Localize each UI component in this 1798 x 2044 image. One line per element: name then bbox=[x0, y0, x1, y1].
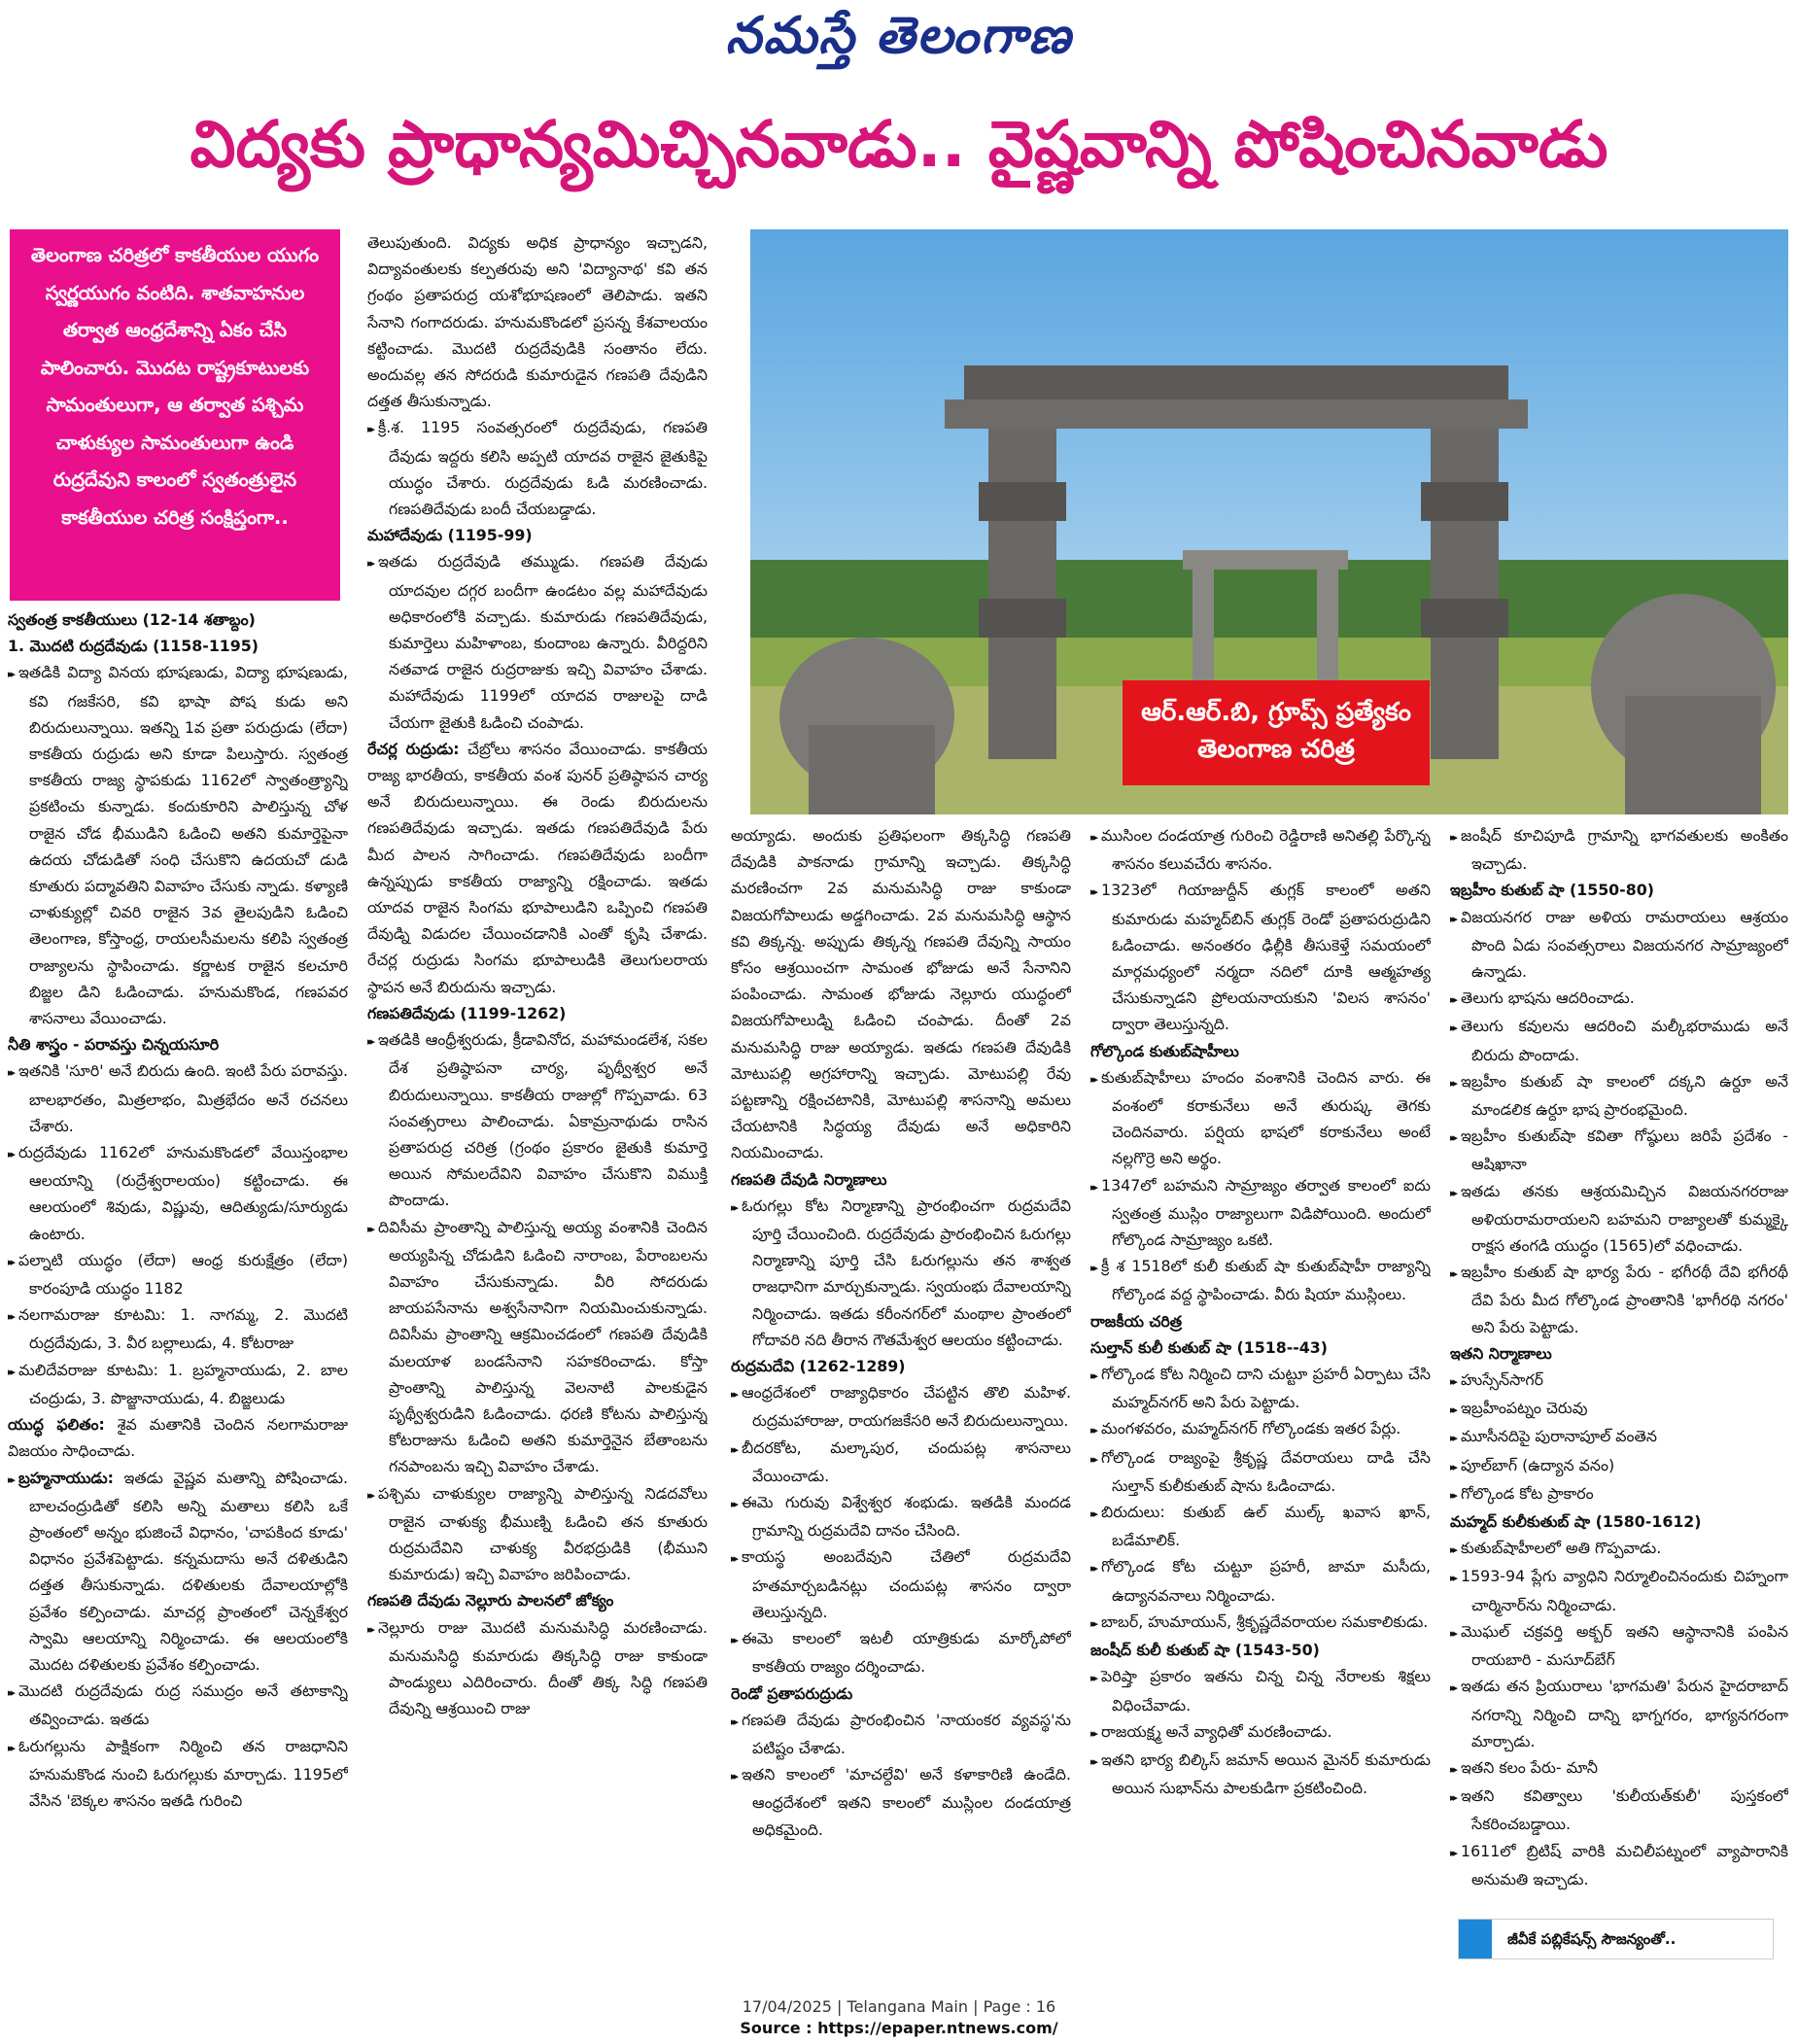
bullet-paragraph: ▸▸ బిరుదులు: కుతుబ్ ఉల్ ముల్క్ ఖవాస ఖాన్, బడేమాలిక్. bbox=[1090, 1499, 1431, 1553]
bullet-paragraph: ▸▸ ఇబ్రహీం కుతుబ్ షా కాలంలో దక్కని ఉర్దూ అనే మాండలిక ఉర్దూ భాష ప్రారంభమైంది. bbox=[1450, 1068, 1788, 1123]
bullet-paragraph: ▸▸ ఇతడు రుద్రదేవుడి తమ్ముడు. గణపతి దేవుడు యాదవుల దగ్గర బందీగా ఉండటం వల్ల మహాదేవుడు అధికారంలోకి వచ్చాడు. కుమారుడు గణపతిదేవుడు, కుమార్తెలు మహిళాంబ, కుందాంబ ఉన్నారు. వీరిద్దరిని నతవాడ రాజైన రుద్రరాజుకు ఇచ్చి వివాహం చేశాడు. మహాదేవుడు 1199లో యాదవ రాజులపై దాడి చేయగా జైతుకి ఓడించి చంపాడు. bbox=[367, 548, 708, 735]
bullet-paragraph: ▸▸ ఈమె కాలంలో ఇటలీ యాత్రికుడు మార్కోపోలో కాకతీయ రాజ్యం దర్శించాడు. bbox=[731, 1625, 1071, 1680]
column-4 bbox=[1090, 822, 1431, 1969]
column-3 bbox=[731, 822, 1071, 1969]
section-heading: రుద్రమదేవి (1262-1289) bbox=[731, 1357, 906, 1376]
inline-label: రేచర్ల రుద్రుడు: bbox=[367, 739, 460, 758]
bullet-paragraph: ▸▸ ఇతని కాలంలో 'మాచల్దేవి' అనే కళాకారిణి ఉండేది. ఆంధ్రదేశంలో ఇతని కాలంలో ముస్లింల దండయాత్ర అధికమైంది. bbox=[731, 1761, 1071, 1843]
bullet-paragraph: ▸▸ 1593-94 ప్లేగు వ్యాధిని నిర్మూలించినందుకు చిహ్నంగా చార్మినార్‌ను నిర్మించాడు. bbox=[1450, 1563, 1788, 1617]
section-heading: గోల్కొండ కుతుబ్‌షాహీలు bbox=[1090, 1041, 1239, 1060]
bullet-paragraph: ▸▸ క్రీ.శ. 1195 సంవత్సరంలో రుద్రదేవుడు, గణపతి దేవుడు ఇద్దరు కలిసి అప్పటి యాదవ రాజైన జైతుకిపై యుద్ధం చేశారు. రుద్రదేవుడు ఓడి మరణించాడు. గణపతిదేవుడు బందీ చేయబడ్డాడు. bbox=[367, 414, 708, 522]
footer-date-page: 17/04/2025 | Telangana Main | Page : 16 bbox=[742, 1997, 1056, 2016]
section-heading: రెండో ప్రతాపరుద్రుడు bbox=[731, 1683, 853, 1703]
section-heading: గణపతిదేవుడు (1199-1262) bbox=[367, 1003, 567, 1022]
intro-box bbox=[10, 229, 340, 601]
paragraph: తెలుపుతుంది. విద్యకు అధిక ప్రాధాన్యం ఇచ్చాడని, విద్యావంతులకు కల్పతరువు అని 'విద్యానాథ' కవి తన గ్రంథం ప్రతాపరుద్ర యశోభూషణంలో తెలిపాడు. ఇతని సేనాని గంగాదరుడు. హనుమకొండలో ప్రసన్న కేశవాలయం కట్టించాడు. మొదటి రుద్రదేవుడికి సంతానం లేదు. అందువల్ల తన సోదరుడి కుమారుడైన గణపతి దేవుడిని దత్తత తీసుకున్నాడు. bbox=[367, 233, 708, 411]
bullet-paragraph: ▸▸ పల్నాటి యుద్ధం (లేదా) ఆంధ్ర కురుక్షేత్రం (లేదా) కారంపూడి యుద్ధం 1182 bbox=[8, 1247, 348, 1301]
bullet-paragraph: ▸▸ ఓరుగల్లును పాక్షికంగా నిర్మించి తన రాజధానిని హనుమకొండ నుంచి ఓరుగల్లుకు మార్చాడు. 1195లో వేసిన 'బెక్కల శాసనం ఇతడి గురించి bbox=[8, 1733, 348, 1815]
bullet-paragraph: ▸▸ బాబర్, హుమాయున్, శ్రీకృష్ణదేవరాయల సమకాలికుడు. bbox=[1090, 1609, 1431, 1637]
bullet-paragraph: ▸▸ దివిసీమ ప్రాంతాన్ని పాలిస్తున్న అయ్య వంశానికి చెందిన అయ్యపిన్న చోడుడిని ఓడించి నారాంబ, పేరాంబలను వివాహం చేసుకున్నాడు. వీరి సోదరుడు జాయపసేనాను అశ్వసేనానిగా నియమించుకున్నాడు. దివిసీమ ప్రాంతాన్ని ఆక్రమించడంలో గణపతి దేవుడికి మలయాళ బండసేనాని సహకరించాడు. కోస్తా ప్రాంతాన్ని పాలిస్తున్న వెలనాటి పాలకుడైన పృథ్వీశ్వరుడిని ఓడించాడు. ధరణి కోటను పాలిస్తున్న కోటరాజును ఓడించి అతని కుమార్తెనైన బేతాంబను గనపాంబను ఇచ్చి వివాహం చేశాడు. bbox=[367, 1214, 708, 1480]
section-heading: గణపతి దేవుడి నిర్మాణాలు bbox=[731, 1169, 887, 1189]
bullet-paragraph: ▸▸ విజయనగర రాజు అళియ రామరాయలు ఆశ్రయం పొంది ఏడు సంవత్సరాలు విజయనగర సామ్రాజ్యంలో ఉన్నాడు. bbox=[1450, 904, 1788, 986]
bullet-paragraph: ▸▸ ఇతని కవిత్వాలు 'కులీయత్‌కులీ' పుస్తకంలో సేకరించబడ్డాయి. bbox=[1450, 1783, 1788, 1837]
bullet-paragraph: ▸▸ హుస్సేన్‌సాగర్ bbox=[1450, 1367, 1788, 1395]
section-heading: జంషీద్ కులీ కుతుబ్ షా (1543-50) bbox=[1090, 1641, 1320, 1660]
section-heading: మహ్మద్ కులీకుతుబ్ షా (1580-1612) bbox=[1450, 1512, 1702, 1532]
bullet-paragraph: ▸▸ గోల్కొండ రాజ్యంపై శ్రీకృష్ణ దేవరాయలు దాడి చేసి సుల్తాన్ కులీకుతుబ్ షాను ఓడించాడు. bbox=[1090, 1444, 1431, 1499]
bullet-paragraph: ▸▸ ఇతని కలం పేరు- మానీ bbox=[1450, 1754, 1788, 1783]
credit-strip bbox=[1458, 1919, 1774, 1959]
bullet-paragraph: ▸▸ ఇతని భార్య బిల్కిస్ జమాన్ అయిన మైనర్ కుమారుడు అయిన సుభాన్‌ను పాలకుడిగా ప్రకటించింది. bbox=[1090, 1747, 1431, 1801]
section-heading: నీతి శాస్త్రం - పరావస్తు చిన్నయసూరి bbox=[8, 1035, 220, 1055]
rrb-groups-banner bbox=[1123, 680, 1430, 785]
masthead: నమస్తే తెలంగాణ bbox=[725, 6, 1073, 65]
bullet-paragraph: ▸▸ కాయస్థ అంబదేవుని చేతిలో రుద్రమదేవి హతమార్చబడినట్లు చందుపట్ల శాసనం ద్వారా తెలుస్తున్నది. bbox=[731, 1543, 1071, 1625]
bullet-paragraph: ▸▸ మలిదేవరాజు కూటమి: 1. బ్రహ్మనాయుడు, 2. బాల చంద్రుడు, 3. పొజ్జానాయుడు, 4. బిజ్జలుడు bbox=[8, 1357, 348, 1411]
inline-label: బ్రహ్మనాయుడు: bbox=[18, 1468, 114, 1487]
bullet-paragraph: ▸▸ ఇతనికి 'సూరి' అనే బిరుదు ఉంది. ఇంటి పేరు పరావస్తు. బాలభారతం, మిత్రలాభం, మిత్రభేదం అనే రచనలు చేశారు. bbox=[8, 1057, 348, 1139]
column-1 bbox=[8, 606, 348, 1969]
section-heading: స్వతంత్ర కాకతీయులు (12-14 శతాబ్దం) bbox=[8, 610, 256, 629]
page-footer bbox=[0, 1996, 1798, 2039]
bullet-paragraph: ▸▸ పూల్‌బాగ్ (ఉద్యాన వనం) bbox=[1450, 1452, 1788, 1480]
bullet-paragraph: ▸▸ 1347లో బహమని సామ్రాజ్యం తర్వాత కాలంలో ఐదు స్వతంత్ర ముస్లిం రాజ్యాలుగా విడిపోయింది. అందులో గోల్కొండ సామ్రాజ్యం ఒకటి. bbox=[1090, 1172, 1431, 1254]
bullet-paragraph: ▸▸ ఓరుగల్లు కోట నిర్మాణాన్ని ప్రారంభించగా రుద్రమదేవి పూర్తి చేయించింది. రుద్రదేవుడు ప్రారంభించిన ఓరుగల్లు నిర్మాణాన్ని పూర్తి చేసి ఓరుగల్లును తన శాశ్వత రాజధానిగా మార్చుకున్నాడు. స్వయంభు దేవాలయాన్ని నిర్మించాడు. ఇతడు కరీంనగర్‌లో మంథాల ప్రాంతంలో గోదావరి నది తీరాన గౌతమేశ్వర ఆలయం కట్టించాడు. bbox=[731, 1193, 1071, 1353]
banner-line-1: ఆర్.ఆర్.బి, గ్రూప్స్ ప్రత్యేకం bbox=[1141, 698, 1411, 727]
paragraph: యుద్ధ ఫలితం: శైవ మతానికి చెందిన నలగామరాజు విజయం సాధించాడు. bbox=[8, 1415, 348, 1461]
footer-source: Source : https://epaper.ntnews.com/ bbox=[740, 2019, 1058, 2037]
intro-text: తెలంగాణ చరిత్రలో కాకతీయుల యుగం స్వర్ణయుగం వంటిది. శాతవాహనుల తర్వాత ఆంధ్రదేశాన్ని ఏకం చేసి పాలించారు. మొదట రాష్ట్రకూటులకు సామంతులుగా, ఆ తర్వాత పశ్చిమ చాళుక్యుల సామంతులుగా ఉండి రుద్రదేవుని కాలంలో స్వతంత్రులైన కాకతీయుల చరిత్ర సంక్షిప్తంగా.. bbox=[30, 244, 320, 529]
section-heading: మహాదేవుడు (1195-99) bbox=[367, 526, 533, 545]
bullet-paragraph: ▸▸ 1611లో బ్రిటిష్ వారికి మచిలీపట్నంలో వ్యాపారానికి అనుమతి ఇచ్చాడు. bbox=[1450, 1838, 1788, 1892]
bullet-paragraph: ▸▸ జంషీద్ కూచిపూడి గ్రామాన్ని భాగవతులకు అంకితం ఇచ్చాడు. bbox=[1450, 822, 1788, 877]
column-2 bbox=[367, 229, 708, 1969]
credit-text: జీవీకే పబ్లికేషన్స్ సౌజన్యంతో.. bbox=[1507, 1930, 1677, 1948]
bullet-paragraph: ▸▸ కుతుబ్‌షాహీలలో అతి గొప్పవాడు. bbox=[1450, 1535, 1788, 1563]
bullet-paragraph: ▸▸ కుతుబ్‌షాహీలు హందం వంశానికి చెందిన వారు. ఈ వంశంలో కరాకునేలు అనే తురుష్క తెగకు చెందినవారు. పర్షియ భాషలో కరాకునేలు అంటే నల్లగొర్రె అని అర్థం. bbox=[1090, 1064, 1431, 1172]
banner-line-2: తెలంగాణ చరిత్ర bbox=[1197, 735, 1355, 764]
section-heading: 1. మొదటి రుద్రదేవుడు (1158-1195) bbox=[8, 637, 259, 656]
section-heading: ఇతని నిర్మాణాలు bbox=[1450, 1343, 1552, 1363]
section-heading: ఇబ్రహీం కుతుబ్ షా (1550-80) bbox=[1450, 881, 1654, 900]
bullet-paragraph: ▸▸ ఇబ్రహీం కుతుబ్ షా భార్య పేరు - భగీరథీ దేవి భగీరథీ దేవి పేరు మీద గోల్కొండ ప్రాంతానికి 'భాగీరథి నగరం' అని పేరు పెట్టాడు. bbox=[1450, 1259, 1788, 1340]
section-heading: గణపతి దేవుడు నెల్లూరు పాలనలో జోక్యం bbox=[367, 1591, 614, 1611]
bullet-paragraph: ▸▸ తెలుగు కవులను ఆదరించి మల్కీభరాముడు అనే బిరుదు పొందాడు. bbox=[1450, 1013, 1788, 1067]
bullet-paragraph: ▸▸ బీదరకోట, మల్కాపుర, చందుపట్ల శాసనాలు వేయించాడు. bbox=[731, 1435, 1071, 1489]
bullet-paragraph: ▸▸ బ్రహ్మనాయుడు: ఇతడు వైష్ణవ మతాన్ని పోషించాడు. బాలచంద్రుడితో కలిసి అన్ని మతాలు కలిసి ఒకే ప్రాంతంలో అన్నం భుజించే విధానం, 'చాపకింద కూడు' విధానం ప్రవేశపెట్టాడు. కన్నమదాసు అనే దళితుడిని దత్తత తీసుకున్నాడు. దళితులకు దేవాలయాల్లోకి ప్రవేశం కల్పించాడు. మాచర్ల ప్రాంతంలో చెన్నకేశ్వర స్వామి ఆలయాన్ని నిర్మించాడు. ఈ ఆలయంలోకి మొదట దళితులకు ప్రవేశం కల్పించాడు. bbox=[8, 1465, 348, 1679]
paragraph: అయ్యాడు. అందుకు ప్రతిఫలంగా తిక్కసిద్ధి గణపతి దేవుడికి పాకనాడు గ్రామాన్ని ఇచ్చాడు. తిక్కసిద్ధి మరణించగా 2వ మనుమసిద్ధి రాజు కాకుండా విజయగోపాలుడు అడ్డగించాడు. 2వ మనుమసిద్ధి ఆస్థాన కవి తిక్కన్న. అప్పుడు తిక్కన్న గణపతి దేవున్ని సాయం కోసం ఆశ్రయించగా సామంత భోజుడు అనే సేనానిని పంపించాడు. సామంత భోజుడు నెల్లూరు యుద్ధంలో విజయగోపాలుడ్ని ఓడించి చంపాడు. దీంతో 2వ మనుమసిద్ధి రాజు అయ్యాడు. ఇతడు గణపతి దేవుడికి మోటుపల్లి అగ్రహారాన్ని ఇచ్చాడు. మోటుపల్లి రేవు పట్టణాన్ని రక్షించటానికి, మోటుపల్లి శాసనాన్ని అమలు చేయటానికి సిద్ధయ్య దేవుడు అనే అధికారిని నియమించాడు. bbox=[731, 826, 1071, 1162]
bullet-paragraph: ▸▸ ఇతడు తన ప్రియురాలు 'భాగమతి' పేరున హైదరాబాద్ నగరాన్ని నిర్మించి దాన్ని భాగ్నగరం, భాగ్యనగరంగా మార్చాడు. bbox=[1450, 1673, 1788, 1754]
bullet-paragraph: ▸▸ పశ్చిమ చాళుక్యుల రాజ్యాన్ని పాలిస్తున్న నిడదవోలు రాజైన చాళుక్య భీముణ్ని ఓడించి తన కూతురు రుద్రమదేవిని చాళుక్య వీరభద్రుడికి (భీముని కుమారుడు) ఇచ్చి వివాహం జరిపించాడు. bbox=[367, 1480, 708, 1588]
bullet-paragraph: ▸▸ రాజయక్ష్మ అనే వ్యాధితో మరణించాడు. bbox=[1090, 1718, 1431, 1747]
bullet-paragraph: ▸▸ మూసీనదిపై పురానాపూల్ వంతెన bbox=[1450, 1423, 1788, 1451]
bullet-paragraph: ▸▸ మంగళవరం, మహ్మద్‌నగర్ గోల్కొండకు ఇతర పేర్లు. bbox=[1090, 1415, 1431, 1443]
bullet-paragraph: ▸▸ 1323లో గియాజుద్దీన్ తుగ్లక్ కాలంలో అతని కుమారుడు మహ్మద్‌బిన్ తుగ్లక్ రెండో ప్రతాపరుద్రుడిని ఓడించాడు. అనంతరం ఢిల్లీకి తీసుకెళ్తే సమయంలో మార్గమధ్యంలో నర్మదా నదిలో దూకి ఆత్మహత్య చేసుకున్నాడని ప్రోలయనాయకుని 'విలస శాసనం' ద్వారా తెలుస్తున్నది. bbox=[1090, 877, 1431, 1037]
bullet-paragraph: ▸▸ ఇబ్రహీంపట్నం చెరువు bbox=[1450, 1395, 1788, 1423]
bullet-paragraph: ▸▸ ఆంధ్రదేశంలో రాజ్యాధికారం చేపట్టిన తొలి మహిళ. రుద్రమహారాజు, రాయగజకేసరి అనే బిరుదులున్నాయి. bbox=[731, 1379, 1071, 1434]
bullet-paragraph: ▸▸ గణపతి దేవుడు ప్రారంభించిన 'నాయంకర వ్యవస్థ'ను పటిష్టం చేశాడు. bbox=[731, 1707, 1071, 1761]
bullet-paragraph: ▸▸ గోల్కొండ కోట నిర్మించి దాని చుట్టూ ప్రహరీ ఏర్పాటు చేసి మహ్మద్‌నగర్ అని పేరు పెట్టాడు. bbox=[1090, 1361, 1431, 1415]
bullet-paragraph: ▸▸ క్రీ శ 1518లో కులీ కుతుబ్ షా కుతుబ్‌షాహీ రాజ్యాన్ని గోల్కొండ వద్ద స్థాపించాడు. వీరు షియా ముస్లింలు. bbox=[1090, 1253, 1431, 1307]
column-5 bbox=[1450, 822, 1788, 1911]
bullet-paragraph: ▸▸ ఇబ్రహీం కుతుబ్‌షా కవితా గోష్ఠులు జరిపే ప్రదేశం - ఆషిఖానా bbox=[1450, 1123, 1788, 1177]
bullet-paragraph: ▸▸ నలగామరాజు కూటమి: 1. నాగమ్మ, 2. మొదటి రుద్రదేవుడు, 3. వీర బల్లాలుడు, 4. కోటరాజు bbox=[8, 1301, 348, 1356]
bullet-paragraph: ▸▸ రుద్రదేవుడు 1162లో హనుమకొండలో వేయిస్తంభాల ఆలయాన్ని (రుద్రేశ్వరాలయం) కట్టించాడు. ఈ ఆలయంలో శివుడు, విష్ణువు, ఆదిత్యుడు/సూర్యుడు ఉంటారు. bbox=[8, 1139, 348, 1247]
bullet-paragraph: ▸▸ గోల్కొండ కోట చుట్టూ ప్రహరీ, జామా మసీదు, ఉద్యానవనాలు నిర్మించాడు. bbox=[1090, 1553, 1431, 1608]
bullet-paragraph: ▸▸ ముసింల దండయాత్ర గురించి రెడ్డిరాణి అనితల్లి పేర్కొన్న శాసనం కలువచేరు శాసనం. bbox=[1090, 822, 1431, 877]
inline-label: యుద్ధ ఫలితం: bbox=[8, 1415, 105, 1435]
headline: విద్యకు ప్రాధాన్యమిచ్చినవాడు.. వైష్ణవాన్ని పోషించినవాడు bbox=[190, 107, 1608, 182]
bullet-paragraph: ▸▸ మొదటి రుద్రదేవుడు రుద్ర సముద్రం అనే తటాకాన్ని తవ్వించాడు. ఇతడు bbox=[8, 1678, 348, 1732]
bullet-paragraph: ▸▸ తెలుగు భాషను ఆదరించాడు. bbox=[1450, 985, 1788, 1013]
bullet-paragraph: ▸▸ ఇతడికి ఆంధ్రీశ్వరుడు, క్రీడావినోద, మహామండలేశ, సకల దేశ ప్రతిష్ఠాపనా చార్య, పృథ్వీశ్వర అనే బిరుదులున్నాయి. కాకతీయ రాజుల్లో గొప్పవాడు. 63 సంవత్సరాలు పాలించాడు. ఏకామ్రనాథుడు రాసిన ప్రతాపరుద్ర చరిత్ర (గ్రంథం ప్రకారం జైతుకి కుమార్తె అయిన సోమలదేవిని వివాహం చేసుకొని విముక్తి పొందాడు. bbox=[367, 1026, 708, 1213]
bullet-paragraph: ▸▸ ఇతడు తనకు ఆశ్రయమిచ్చిన విజయనగరరాజు అళియరామరాయలని బహమని రాజ్యాలతో కుమ్మక్కై రాక్షస తంగడి యుద్ధం (1565)లో వధించాడు. bbox=[1450, 1178, 1788, 1260]
bullet-paragraph: ▸▸ ఈమె గురువు విశ్వేశ్వర శంభుడు. ఇతడికి మందడ గ్రామాన్ని రుద్రమదేవి దానం చేసింది. bbox=[731, 1489, 1071, 1543]
bullet-paragraph: ▸▸ పెరిష్తా ప్రకారం ఇతను చిన్న చిన్న నేరాలకు శిక్షలు విధించేవాడు. bbox=[1090, 1663, 1431, 1717]
bullet-paragraph: ▸▸ మొఘల్ చక్రవర్తి అక్బర్ ఇతని ఆస్థానానికి పంపిన రాయబారి - మసూద్‌బేగ్ bbox=[1450, 1618, 1788, 1673]
section-heading: రాజకీయ చరిత్ర bbox=[1090, 1311, 1183, 1331]
bullet-paragraph: ▸▸ గోల్కొండ కోట ప్రాకారం bbox=[1450, 1480, 1788, 1508]
paragraph: రేచర్ల రుద్రుడు: చేబ్రోలు శాసనం వేయించాడు. కాకతీయ రాజ్య భారతీయ, కాకతీయ వంశ పునర్ ప్రతిష్ఠాపన చార్య అనే బిరుదులున్నాయి. ఈ రెండు బిరుదులను గణపతిదేవుడు ఇచ్చాడు. ఇతడు గణపతిదేవుడి పేరు మీద పాలన సాగించాడు. గణపతిదేవుడు బందీగా ఉన్నప్పుడు కాకతీయ రాజ్యాన్ని రక్షించాడు. ఇతడు యాదవ రాజైన సింగమ భూపాలుడిని ఒప్పించి గణపతి దేవుడ్ని విడుదల చేయించడానికి ఎంతో కృషి చేశాడు. రేచర్ల రుద్రుడు సింగమ భూపాలుడికి తెలుగులరాయ స్థాపన అనే బిరుదును ఇచ్చాడు. bbox=[367, 739, 708, 996]
bullet-paragraph: ▸▸ ఇతడికి విద్యా వినయ భూషణుడు, విద్యా భూషణుడు, కవి గజకేసరి, కవి భాషా పోష కుడు అని బిరుదులున్నాయి. ఇతన్ని 1వ ప్రతా పరుద్రుడు (లేదా) కాకతీయ రుద్రుడు అని కూడా పిలుస్తారు. స్వతంత్ర కాకతీయ రాజ్య స్థాపకుడు 1162లో స్వాతంత్ర్యాన్ని ప్రకటించు కున్నాడు. కందుకూరిని పాలిస్తున్న చోళ రాజైన చోడ భీముడిని ఓడించి అతని కుమార్తెపైనా ఉదయ చోడుడితో సంధి చేసుకొని ఉదయచో డుడి కూతురు పద్మావతిని వివాహం చేసుకు న్నాడు. కళ్యాణి చాళుక్యుల్లో చివరి రాజైన 3వ తైలపుడిని ఓడించి తెలంగాణ, కోస్తాంధ్ర, రాయలసీమలను కలిపి స్వతంత్ర రాజ్యాలను స్థాపించాడు. కర్ణాటక రాజైన కలచూరి బిజ్జల డిని ఓడించాడు. హనుమకొండ, గణపవర శాసనాలు వేయించాడు. bbox=[8, 659, 348, 1031]
credit-color-bar bbox=[1459, 1920, 1492, 1958]
section-heading: సుల్తాన్ కులీ కుతుబ్ షా (1518--43) bbox=[1090, 1337, 1329, 1357]
bullet-paragraph: ▸▸ నెల్లూరు రాజు మొదటి మనుమసిద్ధి మరణించాడు. మనుమసిద్ధి కుమారుడు తిక్కసిద్ధి రాజు కాకుండా పాండ్యులు ఎదిరించారు. దీంతో తిక్క సిద్ధి గణపతి దేవున్ని ఆశ్రయించి రాజు bbox=[367, 1614, 708, 1722]
